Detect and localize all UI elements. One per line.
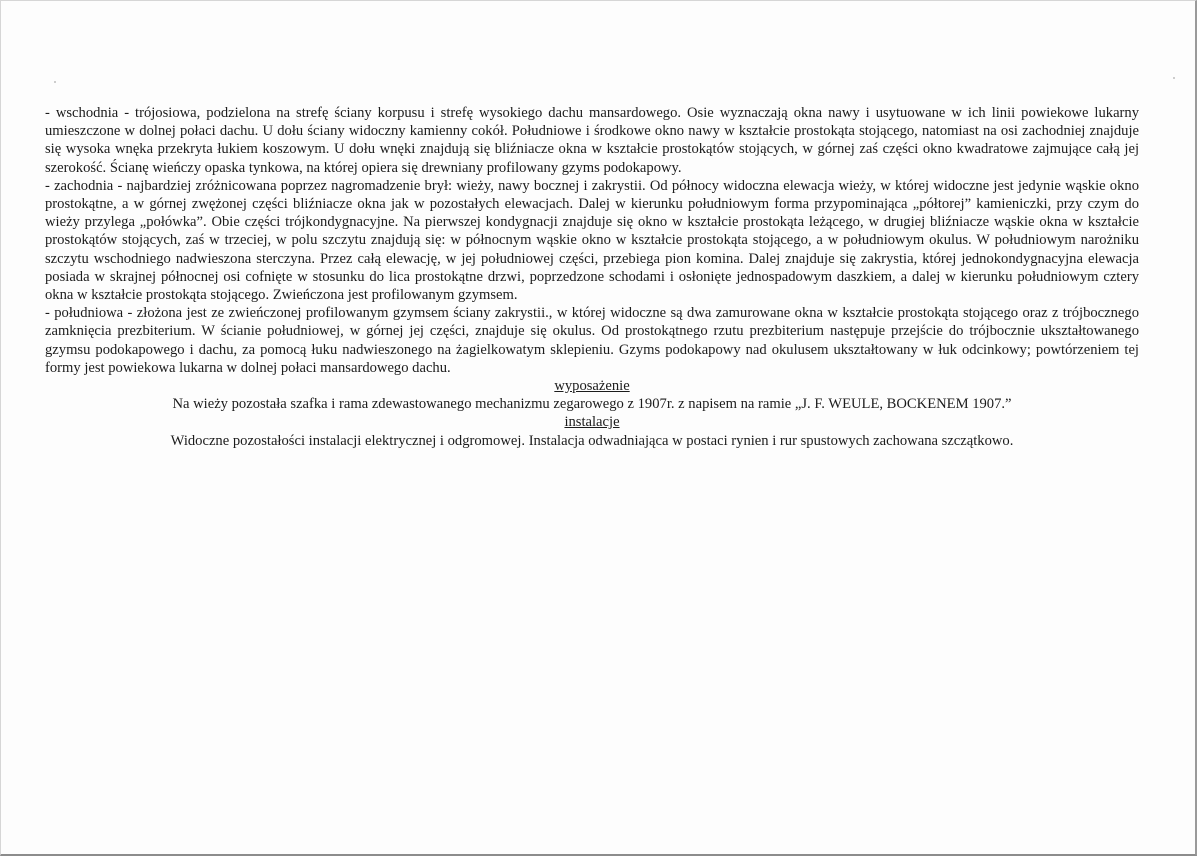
document-body: [45, 104, 1139, 450]
paragraph-east-elevation: - wschodnia - trójosiowa, podzielona na strefę ściany korpusu i strefę wysokiego dachu mansardowego. Osie wyznaczają okna nawy i usytuowane w ich linii powiekowe lukarny umieszczone w dolnej połaci dachu. U dołu ściany widoczny kamienny cokół. Południowe i środkowe okno nawy w kształcie prostokąta stojącego, natomiast na osi zachodniej znajduje się wysoka wnęka przekryta łukiem koszowym. U dołu wnęki znajdują się bliźniacze okna w kształcie prostokątów stojących, w górnej zaś części okno kwadratowe zajmujące całą jej szerokość. Ścianę wieńczy opaska tynkowa, na której opiera się drewniany profilowany gzyms podokapowy.: [45, 105, 1139, 176]
scan-speck: [1173, 77, 1175, 79]
installations-text: Widoczne pozostałości instalacji elektrycznej i odgromowej. Instalacja odwadniająca w postaci rynien i rur spustowych zachowana szczątkowo.: [170, 432, 1014, 449]
heading-installations: instalacje: [564, 414, 620, 431]
paragraph-west-elevation: - zachodnia - najbardziej zróżnicowana poprzez nagromadzenie brył: wieży, nawy bocznej i zakrystii. Od północy widoczna elewacja wieży, w której widoczne jest jedynie wąskie okno prostokątne, a w górnej zwężonej części bliźniacze okna jak w pozostałych elewacjach. Dalej w kierunku południowym forma przypominająca „półtorej” kamieniczki, przy czym do wieży przylega „połówka”. Obie części trójkondygnacyjne. Na pierwszej kondygnacji znajduje się okno w kształcie prostokąta leżącego, w drugiej bliźniacze wąskie okna w kształcie prostokątów stojących, zaś w trzeciej, w polu szczytu znajdują się: w północnym wąskie okno w kształcie prostokąta stojącego, a w południowym okulus. W południowym narożniku szczytu wschodniego nadwieszona sterczyna. Przez całą elewację, w jej południowej części, przebiega pion komina. Dalej znajduje się zakrystia, której jednokondygnacyjna elewacja posiada w skrajnej północnej osi cofnięte w stosunku do lica prostokątne drzwi, poprzedzone schodami i osłonięte jednospadowym daszkiem, a dalej w kierunku południowym cztery okna w kształcie prostokąta stojącego. Zwieńczona jest profilowanym gzymsem.: [45, 177, 1139, 304]
scan-speck: [54, 81, 56, 83]
furnishings-text: Na wieży pozostała szafka i rama zdewastowanego mechanizmu zegarowego z 1907r. z napisem na ramie „J. F. WEULE, BOCKENEM 1907.”: [172, 396, 1012, 413]
paragraph-south-elevation: - południowa - złożona jest ze zwieńczonej profilowanym gzymsem ściany zakrystii., w której widoczne są dwa zamurowane okna w kształcie prostokąta stojącego oraz z trójbocznego zamknięcia prezbiterium. W ścianie południowej, w górnej jej części, znajduje się okulus. Od prostokątnego rzutu prezbiterium następuje przejście do trójbocznie ukształtowanego gzymsu podokapowego i dachu, za pomocą łuku nadwieszonego na żagielkowatym sklepieniu. Gzyms podokapowy nad okulusem ukształtowany w łuk odcinkowy; powtórzeniem tej formy jest powiekowa lukarna w dolnej połaci mansardowego dachu.: [45, 305, 1139, 376]
heading-furnishings: wyposażenie: [554, 378, 630, 395]
